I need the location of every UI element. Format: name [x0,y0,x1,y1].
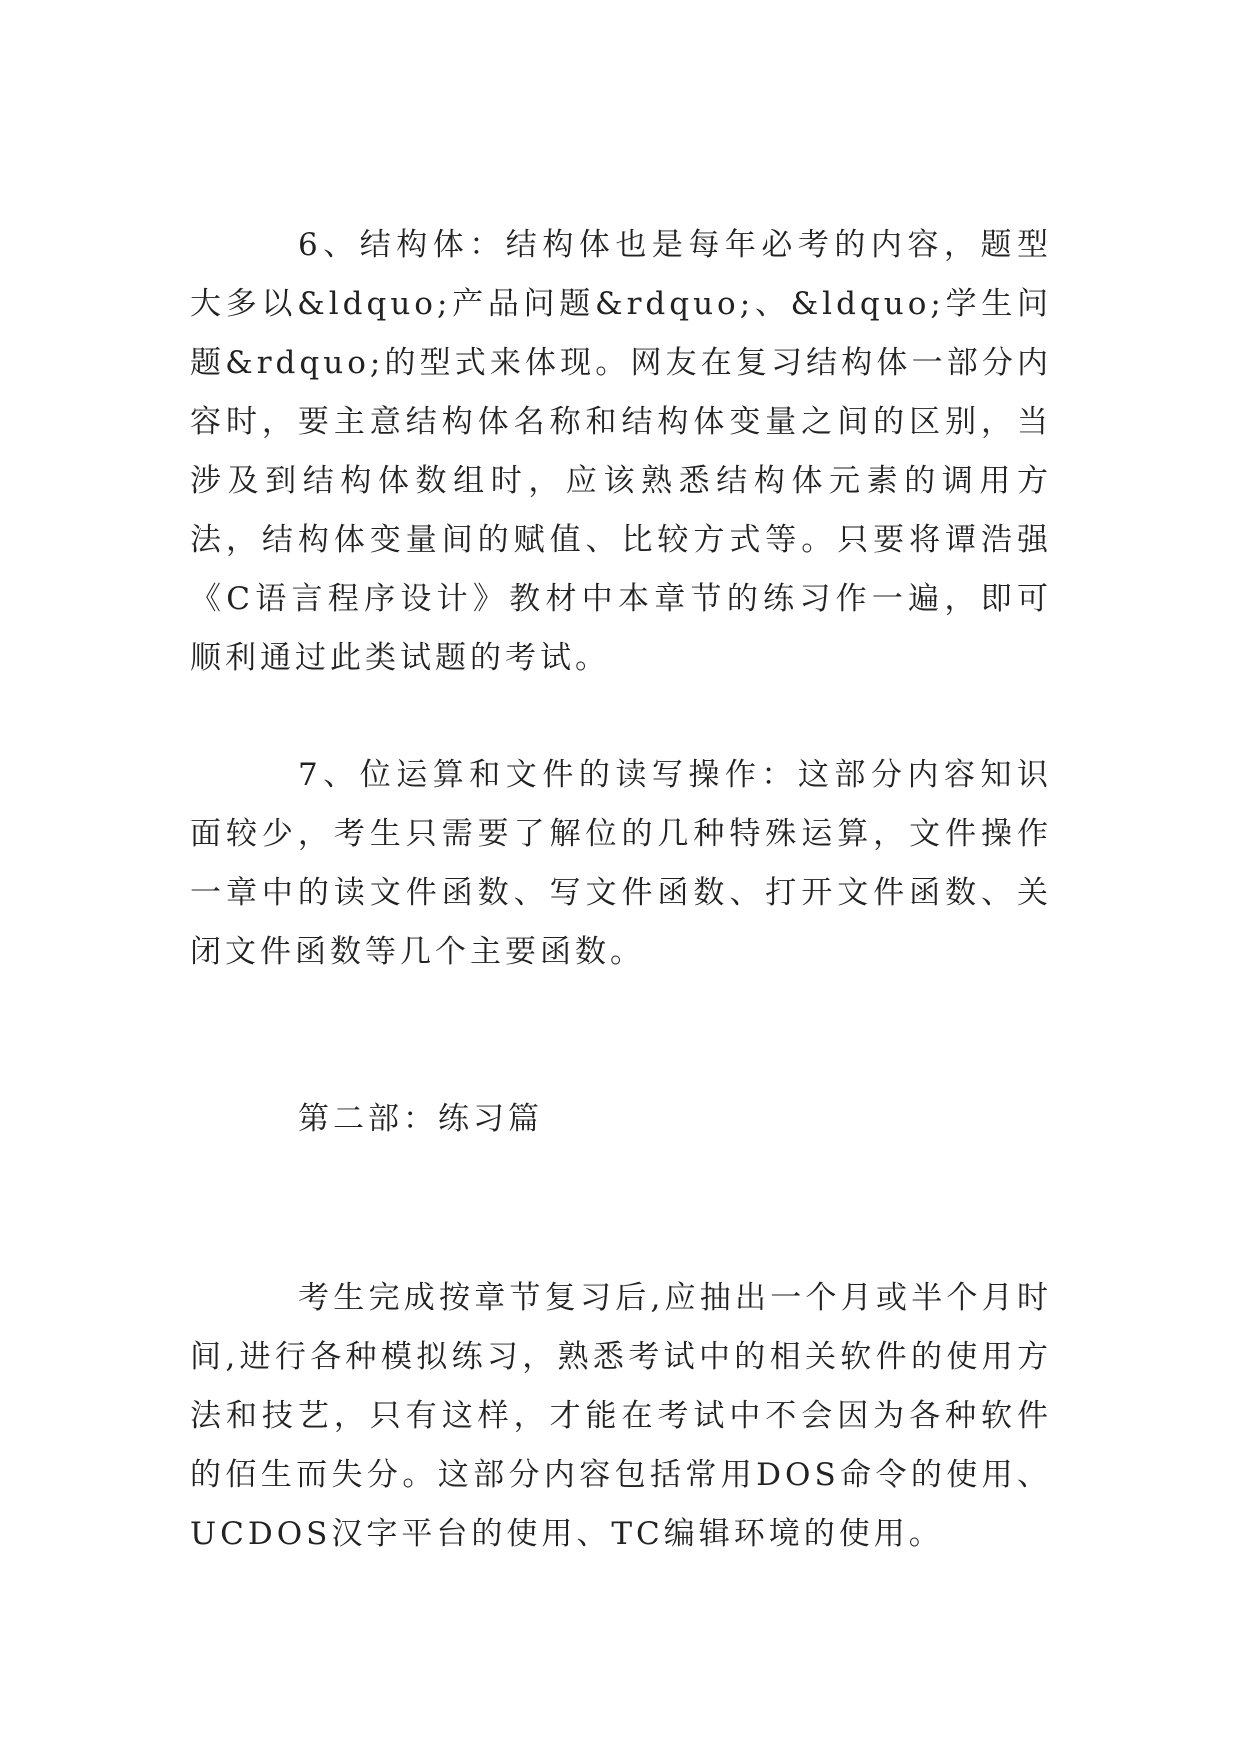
paragraph-practice: 考生完成按章节复习后,应抽出一个月或半个月时间,进行各种模拟练习，熟悉考试中的相关软件的使用方法和技艺，只有这样，才能在考试中不会因为各种软件的佰生而失分。这部分内容包括常用DOS命令的使用、UCDOS汉字平台的使用、TC编辑环境的使用。 [190,1280,1052,1552]
paragraph-bitwise-file-ops: 7、位运算和文件的读写操作：这部分内容知识面较少，考生只需要了解位的几种特殊运算，文件操作一章中的读文件函数、写文件函数、打开文件函数、关闭文件函数等几个主要函数。 [190,757,1052,970]
section-heading: 第二部：练习篇 [298,1101,543,1137]
paragraph-structures: 6、结构体：结构体也是每年必考的内容，题型大多以&ldquo;产品问题&rdquo;、&ldquo;学生问题&rdquo;的型式来体现。网友在复习结构体一部分内容时，要主意结构体名称和结构体变量之间的区别，当涉及到结构体数组时，应该熟悉结构体元素的调用方法，结构体变量间的赋值、比较方式等。只要将谭浩强《C语言程序设计》教材中本章节的练习作一遍，即可顺利通过此类试题的考试。 [190,227,1052,676]
